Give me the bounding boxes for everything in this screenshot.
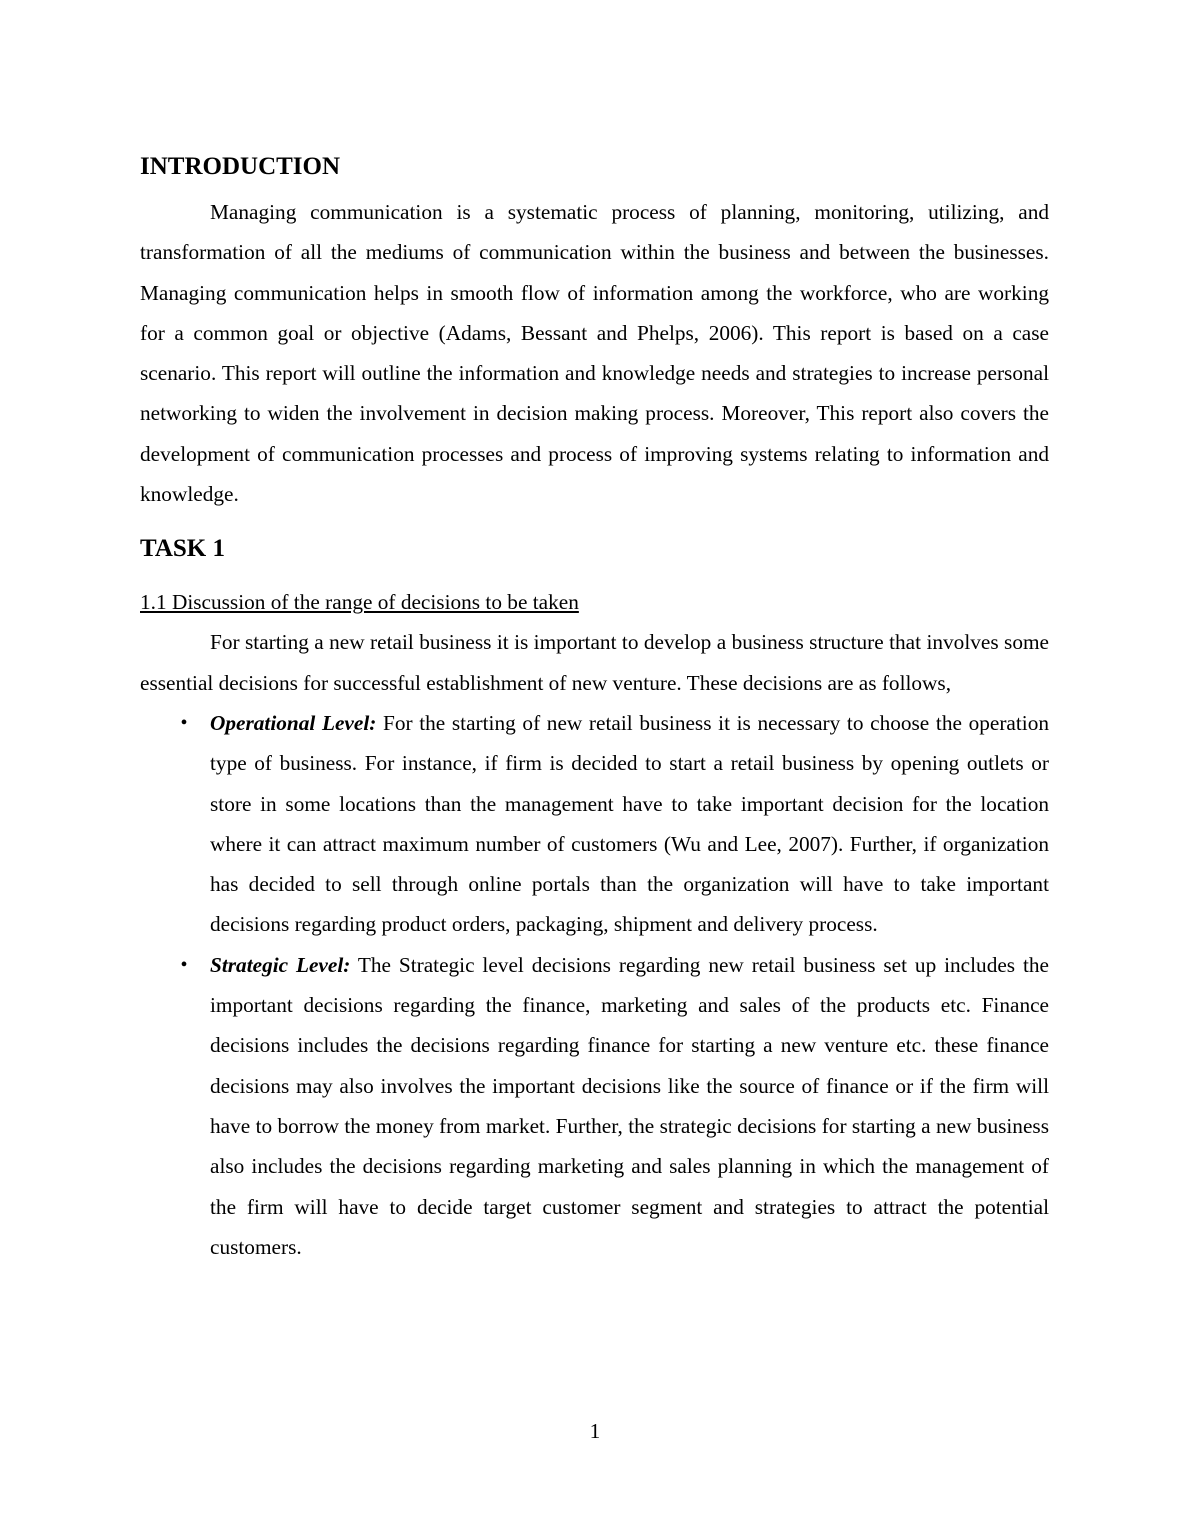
section-1-1-subheading: 1.1 Discussion of the range of decisions to be taken <box>140 590 579 615</box>
operational-level-text: For the starting of new retail business it is necessary to choose the operation type of business. For instance, if firm is decided to start a retail business by opening outlets or store in some locations than the management have to take important decision for the location where it can attract maximum number of customers (Wu and Lee, 2007). Further, if organization has decided to sell through online portals than the organization will have to take important decisions regarding product orders, packaging, shipment and delivery process. <box>210 710 1049 937</box>
page-content <box>140 148 1049 1267</box>
list-item-operational-level <box>140 703 1049 945</box>
list-item-strategic-level <box>140 945 1049 1267</box>
introduction-heading: INTRODUCTION <box>140 153 341 180</box>
bullet-icon: • <box>180 711 188 734</box>
strategic-level-term: Strategic Level: <box>210 952 351 977</box>
task-1-paragraph: For starting a new retail business it is important to develop a business structure that involves some essential decisions for successful establishment of new venture. These decisions are as follows, <box>140 630 1049 695</box>
strategic-level-text: The Strategic level decisions regarding new retail business set up includes the important decisions regarding the finance, marketing and sales of the products etc. Finance decisions includes the decisions regarding finance for starting a new venture etc. these finance decisions may also involves the important decisions like the source of finance or if the firm will have to borrow the money from market. Further, the strategic decisions for starting a new business also includes the decisions regarding marketing and sales planning in which the management of the firm will have to decide target customer segment and strategies to attract the potential customers. <box>210 952 1049 1259</box>
page-number: 1 <box>589 1419 601 1443</box>
operational-level-term: Operational Level: <box>210 710 377 735</box>
bullet-icon: • <box>180 953 188 976</box>
introduction-paragraph: Managing communication is a systematic process of planning, monitoring, utilizing, and transformation of all the mediums of communication within the business and between the businesses. Managing communication helps in smooth flow of information among the workforce, who are working for a common goal or objective (Adams, Bessant and Phelps, 2006). This report is based on a case scenario. This report will outline the information and knowledge needs and strategies to increase personal networking to widen the involvement in decision making process. Moreover, This report also covers the development of communication processes and process of improving systems relating to information and knowledge. <box>140 200 1049 507</box>
task-1-heading: TASK 1 <box>140 535 225 563</box>
decision-levels-list <box>140 703 1049 1267</box>
